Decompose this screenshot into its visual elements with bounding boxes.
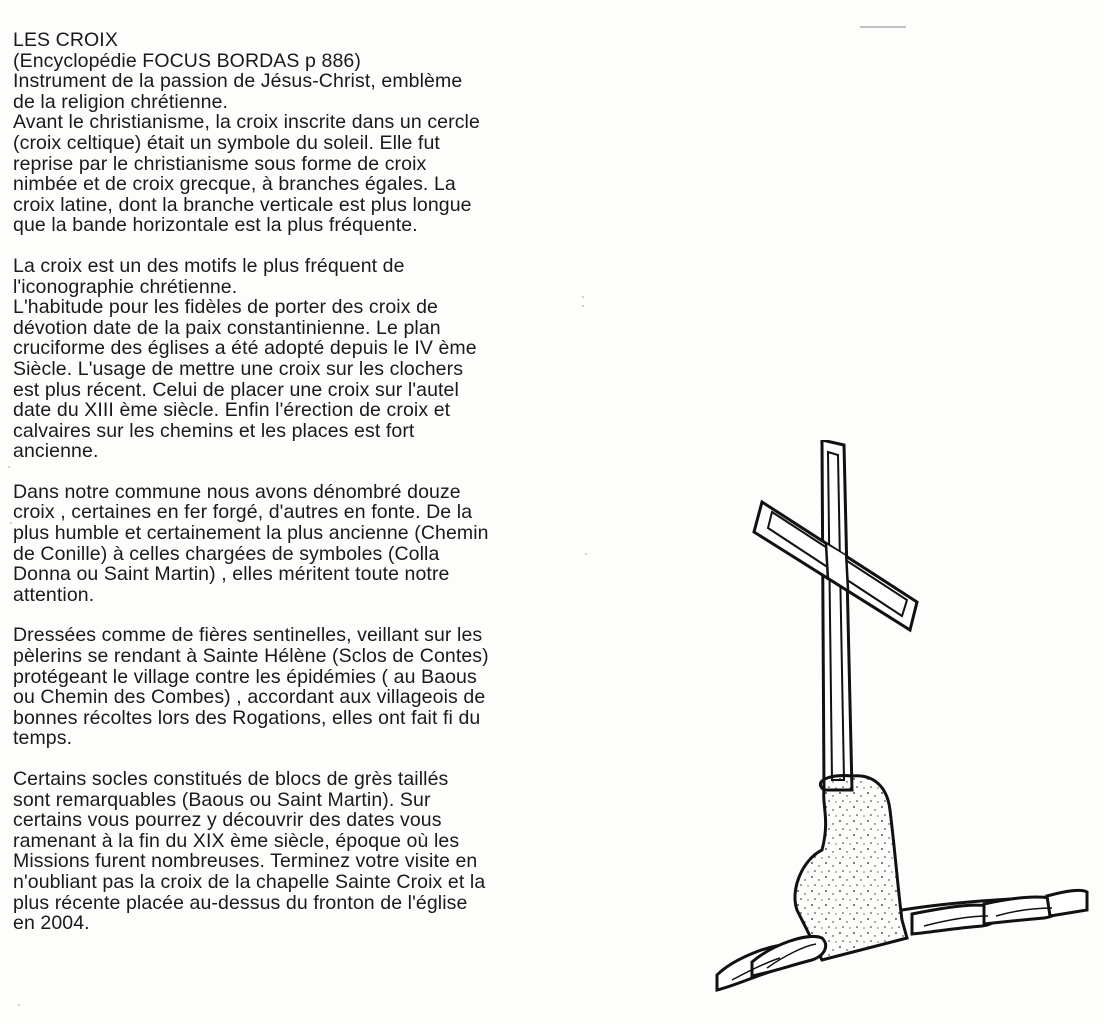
article-title: LES CROIX <box>13 29 118 51</box>
text-line: bonnes récoltes lors des Rogations, elles ont fait fi du <box>13 706 481 729</box>
scan-artifact-line <box>860 26 906 28</box>
text-line: ou Chemin des Combes) , accordant aux villageois de <box>13 686 486 709</box>
paragraph-gap <box>13 462 593 482</box>
text-line: dévotion date de la paix constantinienne. Le plan <box>13 316 441 339</box>
text-line: temps. <box>13 727 73 750</box>
text-line: l'iconographie chrétienne. <box>13 275 238 298</box>
text-line: Instrument de la passion de Jésus-Christ, emblème <box>13 70 463 93</box>
article-text <box>13 30 593 934</box>
text-line: (croix celtique) était un symbole du soleil. Elle fut <box>13 131 440 154</box>
text-line: de la religion chrétienne. <box>13 90 229 113</box>
text-line: L'habitude pour les fidèles de porter des croix de <box>13 296 438 319</box>
text-line: Donna ou Saint Martin) , elles méritent toute notre <box>13 563 450 586</box>
text-line: certains vous pourrez y découvrir des dates vous <box>13 809 442 832</box>
text-line: nimbée et de croix grecque, à branches égales. La <box>13 173 456 196</box>
text-line: Avant le christianisme, la croix inscrite dans un cercle <box>13 111 480 134</box>
paragraph-3 <box>13 482 593 606</box>
stone-base <box>795 776 907 960</box>
text-line: cruciforme des églises a été adopté depuis le IV ème <box>13 337 477 360</box>
text-line: calvaires sur les chemins et les places est fort <box>13 419 415 442</box>
paragraph-2 <box>13 256 593 462</box>
text-line: n'oubliant pas la croix de la chapelle Sainte Croix et la <box>13 870 486 893</box>
text-line: attention. <box>13 583 95 606</box>
paragraph-1 <box>13 71 593 236</box>
text-line: ramenant à la fin du XIX ème siècle, époque où les <box>13 829 460 852</box>
text-line: plus humble et certainement la plus ancienne (Chemin <box>13 522 489 545</box>
text-line: Siècle. L'usage de mettre une croix sur les clochers <box>13 357 464 380</box>
text-line: en 2004. <box>13 912 90 935</box>
text-line: plus récente placée au-dessus du fronton de l'église <box>13 891 468 914</box>
paragraph-5 <box>13 769 593 934</box>
cross-vertical-beam <box>822 440 852 790</box>
text-line: Certains socles constitués de blocs de grès taillés <box>13 768 449 790</box>
text-line: protégeant le village contre les épidémies ( au Baous <box>13 665 477 688</box>
cross-on-stone-base-icon <box>712 440 1092 1000</box>
paragraph-gap <box>13 236 593 256</box>
text-line: pèlerins se rendant à Sainte Hélène (Sclos de Contes) <box>13 645 489 668</box>
text-line: de Conille) à celles chargées de symboles (Colla <box>13 542 440 565</box>
text-line: Dans notre commune nous avons dénombré douze <box>13 480 461 503</box>
text-line: Dressées comme de fières sentinelles, veillant sur les <box>13 624 483 647</box>
text-line: croix , certaines en fer forgé, d'autres en fonte. De la <box>13 501 473 524</box>
paragraph-gap <box>13 749 593 769</box>
text-line: croix latine, dont la branche verticale est plus longue <box>13 193 472 216</box>
text-line: que la bande horizontale est la plus fréquente. <box>13 214 418 237</box>
article-source: (Encyclopédie FOCUS BORDAS p 886) <box>13 49 361 72</box>
paragraph-gap <box>13 605 593 625</box>
paragraph-4 <box>13 625 593 749</box>
text-line: La croix est un des motifs le plus fréquent de <box>13 254 405 277</box>
text-line: est plus récent. Celui de placer une croix sur l'autel <box>13 378 459 401</box>
scan-speck <box>18 1004 20 1006</box>
scan-speck <box>10 522 12 524</box>
text-line: reprise par le christianisme sous forme de croix <box>13 152 427 175</box>
cross-illustration <box>712 440 1092 1000</box>
scan-speck <box>8 466 10 468</box>
text-line: ancienne. <box>13 440 99 463</box>
text-line: sont remarquables (Baous ou Saint Martin). Sur <box>13 788 431 811</box>
text-line: date du XIII ème siècle. Enfin l'érection de croix et <box>13 399 451 422</box>
text-line: Missions furent nombreuses. Terminez votre visite en <box>13 850 478 873</box>
